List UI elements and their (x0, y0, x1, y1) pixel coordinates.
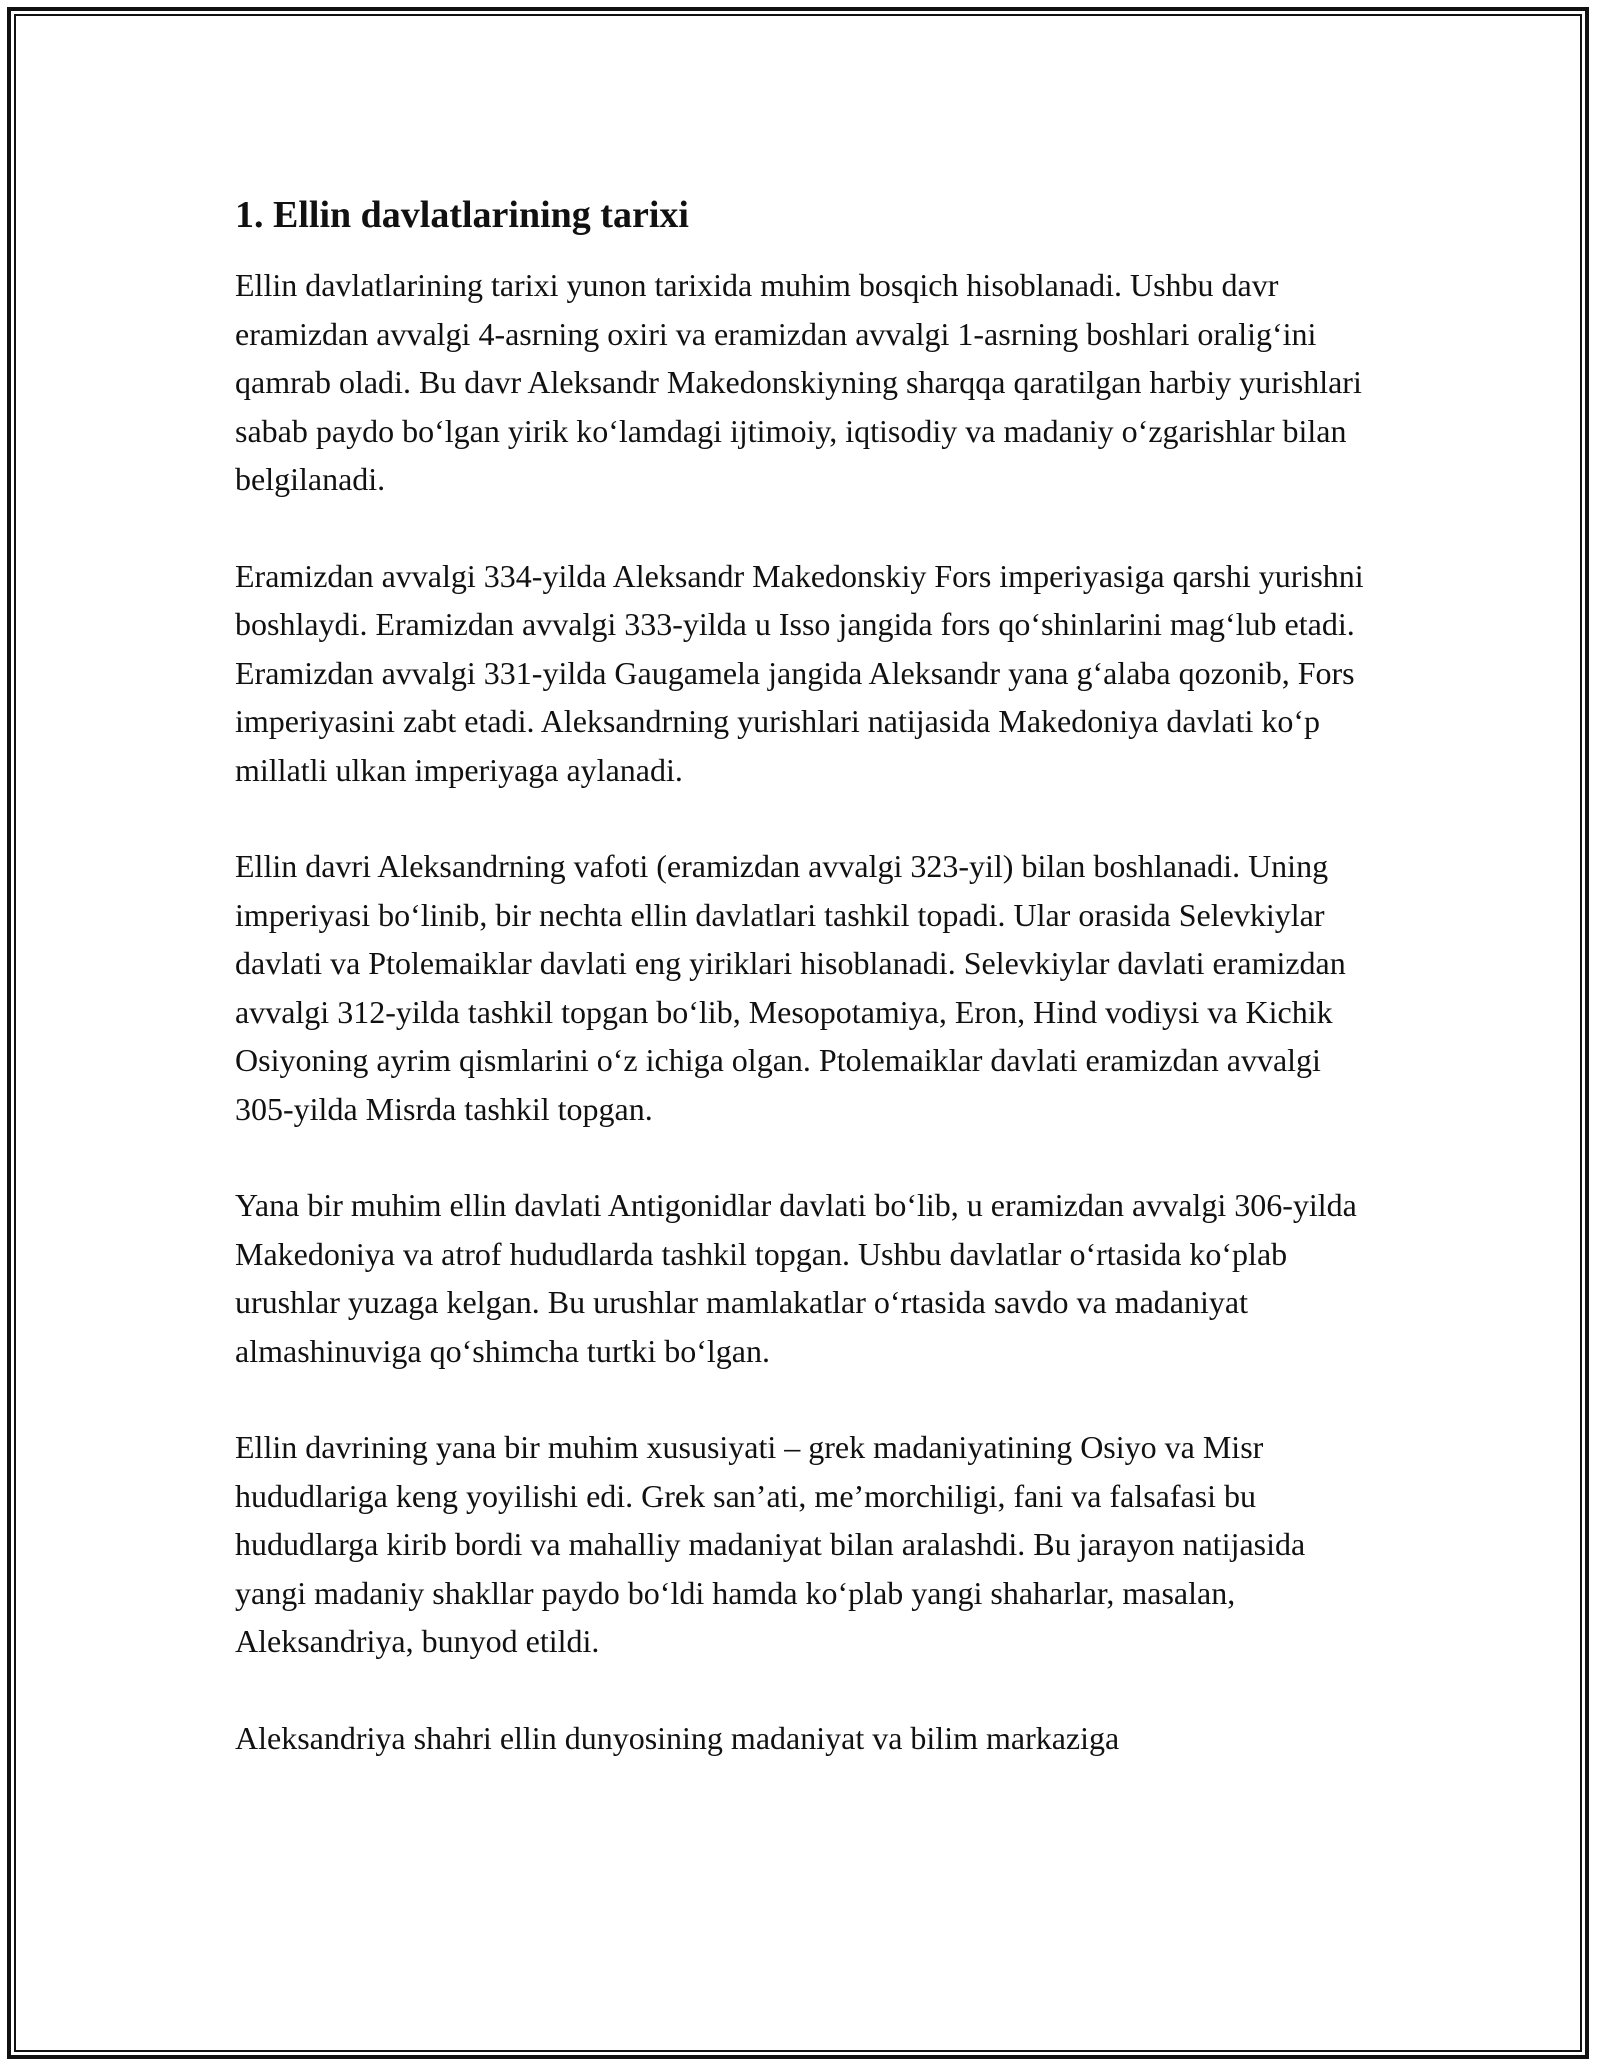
paragraph-3: Ellin davri Aleksandrning vafoti (eramizdan avvalgi 323-yil) bilan boshlanadi. Uning imperiyasi bo‘linib, bir nechta ellin davlatlari tashkil topadi. Ular orasida Selevkiylar davlati va Ptolemaiklar davlati eng yiriklari hisoblanadi. Selevkiylar davlati eramizdan avvalgi 312-yilda tashkil topgan bo‘lib, Mesopotamiya, Eron, Hind vodiysi va Kichik Osiyoning ayrim qismlarini o‘z ichiga olgan. Ptolemaiklar davlati eramizdan avvalgi 305-yilda Misrda tashkil topgan. (235, 848, 1346, 1127)
paragraph-1: Ellin davlatlarining tarixi yunon tarixida muhim bosqich hisoblanadi. Ushbu davr eramizdan avvalgi 4-asrning oxiri va eramizdan avvalgi 1-asrning boshlari oralig‘ini qamrab oladi. Bu davr Aleksandr Makedonskiyning sharqqa qaratilgan harbiy yurishlari sabab paydo bo‘lgan yirik ko‘lamdagi ijtimoiy, iqtisodiy va madaniy o‘zgarishlar bilan belgilanadi. (235, 267, 1362, 497)
paragraph-5: Ellin davrining yana bir muhim xususiyati – grek madaniyatining Osiyo va Misr hududlariga keng yoyilishi edi. Grek san’ati, me’morchiligi, fani va falsafasi bu hududlarga kirib bordi va mahalliy madaniyat bilan aralashdi. Bu jarayon natijasida yangi madaniy shakllar paydo bo‘ldi hamda ko‘plab yangi shaharlar, masalan, Aleksandriya, bunyod etildi. (235, 1429, 1306, 1659)
paragraph-2: Eramizdan avvalgi 334-yilda Aleksandr Makedonskiy Fors imperiyasiga qarshi yurishni boshlaydi. Eramizdan avvalgi 333-yilda u Isso jangida fors qo‘shinlarini mag‘lub etadi. Eramizdan avvalgi 331-yilda Gaugamela jangida Aleksandr yana g‘alaba qozonib, Fors imperiyasini zabt etadi. Aleksandrning yurishlari natijasida Makedoniya davlati ko‘p millatli ulkan imperiyaga aylanadi. (235, 557, 1364, 788)
paragraph-6: Aleksandriya shahri ellin dunyosining madaniyat va bilim markaziga (235, 1719, 1120, 1756)
document-body (235, 185, 1380, 1810)
paragraph-4: Yana bir muhim ellin davlati Antigonidlar davlati bo‘lib, u eramizdan avvalgi 306-yilda Makedoniya va atrof hududlarda tashkil topgan. Ushbu davlatlar o‘rtasida ko‘plab urushlar yuzaga kelgan. Bu urushlar mamlakatlar o‘rtasida savdo va madaniyat almashinuviga qo‘shimcha turtki bo‘lgan. (235, 1187, 1357, 1369)
section-heading: 1. Ellin davlatlarining tarixi (235, 194, 689, 236)
